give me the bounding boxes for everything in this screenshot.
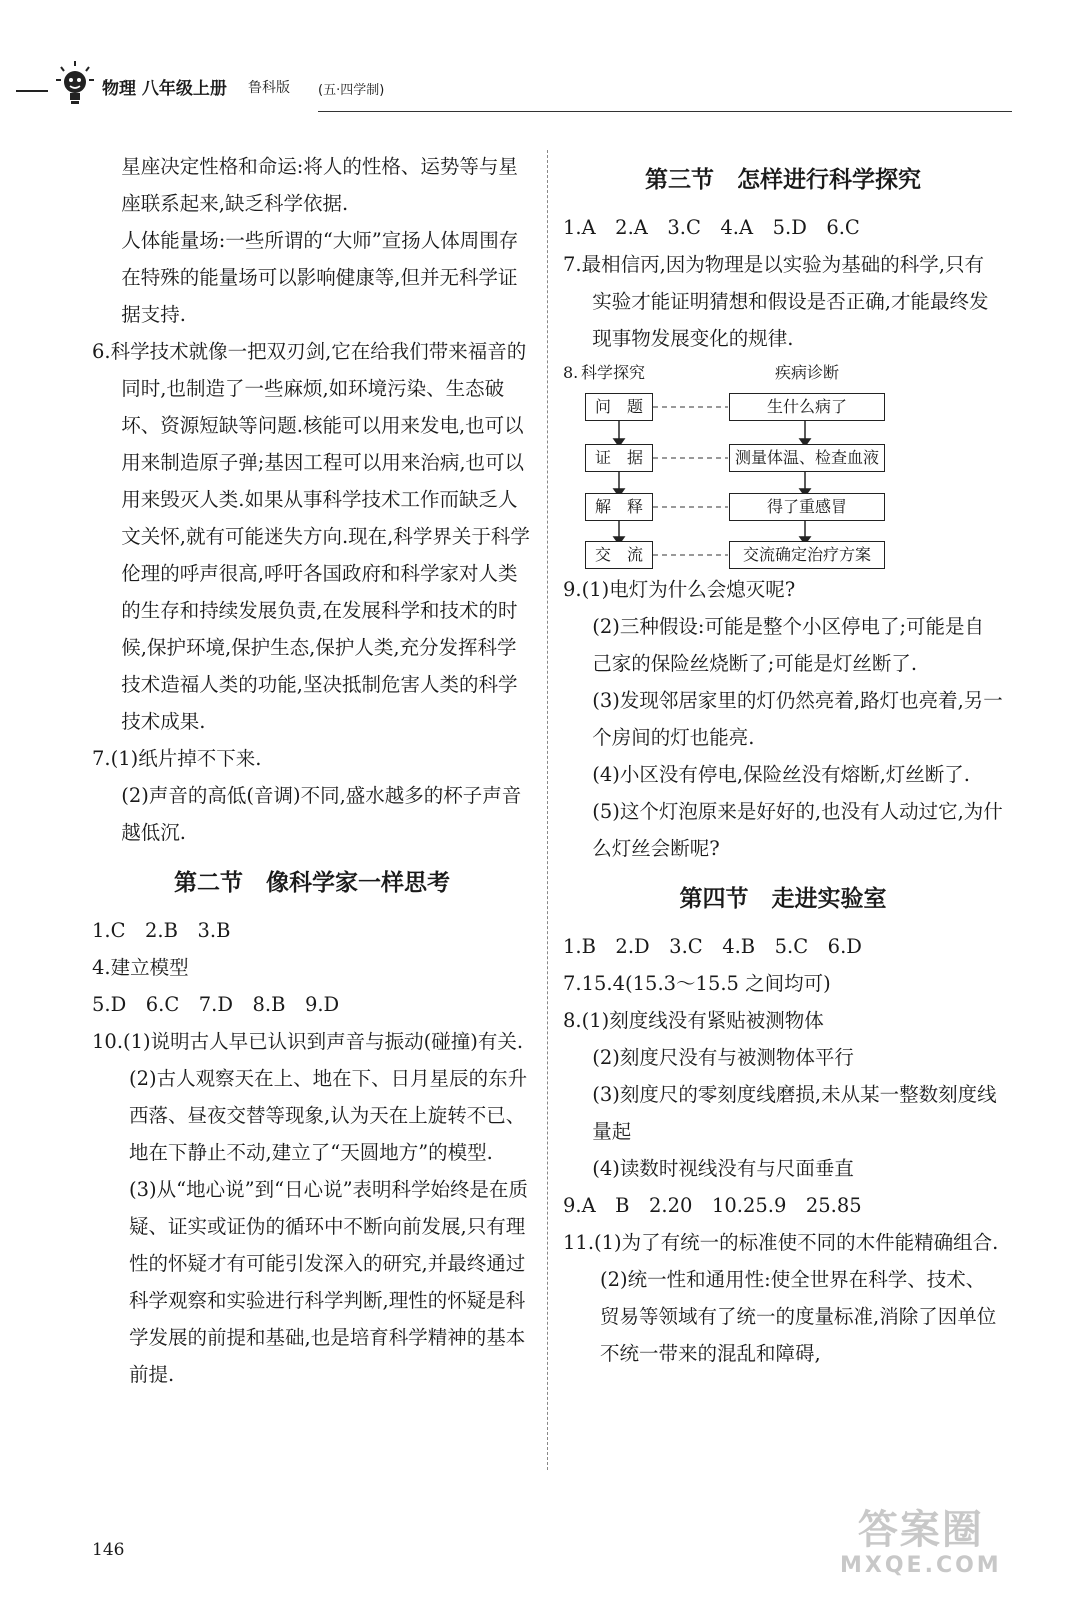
paragraph: 人体能量场:一些所谓的“大师”宣扬人体周围存在特殊的能量场可以影响健康等,但并无科学证据支持.: [121, 229, 519, 326]
header-rule: [318, 111, 1012, 112]
answer-item: (2)刻度尺没有与被测物体平行: [592, 1046, 854, 1069]
section-heading: 第二节 像科学家一样思考: [174, 870, 450, 896]
header-title: 物理 八年级上册: [102, 79, 227, 99]
answer-item: 1.A 2.A 3.C 4.A 5.D 6.C: [563, 216, 860, 239]
page-number: 146: [92, 1540, 125, 1560]
diagram-right-box: 生什么病了: [729, 393, 885, 421]
diagram-left-box: 解 释: [585, 493, 653, 521]
header-dash: [16, 90, 48, 92]
inquiry-diagnosis-diagram: [563, 357, 1003, 564]
watermark: [840, 1508, 1002, 1580]
answer-item: 1.C 2.B 3.B: [92, 919, 231, 942]
paragraph: 星座决定性格和命运:将人的性格、运势等与星座联系起来,缺乏科学依据.: [121, 155, 518, 215]
answer-item: 5.D 6.C 7.D 8.B 9.D: [92, 993, 340, 1016]
diagram-right-title: 疾病诊断: [775, 363, 840, 382]
answer-item: 8.(1)刻度线没有紧贴被测物体: [563, 1009, 824, 1032]
section-heading: 第四节 走进实验室: [679, 886, 887, 912]
answer-item: 7.最相信丙,因为物理是以实验为基础的科学,只有实验才能证明猜想和假设是否正确,才能最终发现事物发展变化的规律.: [563, 253, 989, 350]
diagram-right-box: 交流确定治疗方案: [729, 541, 885, 569]
answer-item: 9.A B 2.20 10.25.9 25.85: [563, 1194, 862, 1217]
diagram-left-title: 科学探究: [581, 363, 646, 382]
left-column: [92, 148, 532, 1393]
answer-item: (2)古人观察天在上、地在下、日月星辰的东升西落、昼夜交替等现象,认为天在上旋转不已、地在下静止不动,建立了“天圆地方”的模型.: [129, 1067, 528, 1164]
diagram-left-box: 证 据: [585, 444, 653, 472]
item-number: 8.: [563, 363, 579, 382]
diagram-left-box: 交 流: [585, 541, 653, 569]
answer-item: (2)声音的高低(音调)不同,盛水越多的杯子声音越低沉.: [121, 784, 522, 844]
answer-item: (5)这个灯泡原来是好好的,也没有人动过它,为什么灯丝会断呢?: [592, 800, 1003, 860]
answer-item: 7.15.4(15.3～15.5 之间均可): [563, 972, 831, 995]
answer-item: (3)刻度尺的零刻度线磨损,未从某一整数刻度线量起: [592, 1083, 997, 1143]
answer-item: 7.(1)纸片掉不下来.: [92, 747, 262, 770]
section-heading: 第三节 怎样进行科学探究: [645, 167, 921, 193]
column-divider: [547, 150, 548, 1470]
answer-item: 6.科学技术就像一把双刃剑,它在给我们带来福音的同时,也制造了一些麻烦,如环境污染、生态破坏、资源短缺等问题.核能可以用来发电,也可以用来制造原子弹;基因工程可以用来治病,也可以用来毁灭人类.如果从事科学技术工作而缺乏人文关怀,就有可能迷失方向.现在,科学界关于科学伦理的呼声很高,呼吁各国政府和科学家对人类的生存和持续发展负责,在发展科学和技术的时候,保护环境,保护生态,保护人类,充分发挥科学技术造福人类的功能,坚决抵制危害人类的科学技术成果.: [92, 340, 530, 733]
answer-item: (3)从“地心说”到“日心说”表明科学始终是在质疑、证实或证伪的循环中不断向前发展,只有理性的怀疑才有可能引发深入的研究,并最终通过科学观察和实验进行科学判断,理性的怀疑是科学发展的前提和基础,也是培育科学精神的基本前提.: [129, 1178, 529, 1386]
answer-item: (4)小区没有停电,保险丝没有熔断,灯丝断了.: [592, 763, 970, 786]
header-school-system: (五·四学制): [318, 83, 385, 98]
header-edition: 鲁科版: [248, 80, 290, 96]
answer-item: (2)三种假设:可能是整个小区停电了;可能是自己家的保险丝烧断了;可能是灯丝断了.: [592, 615, 985, 675]
watermark-text: 答案圈: [857, 1507, 984, 1553]
answer-item: 11.(1)为了有统一的标准使不同的木件能精确组合.: [563, 1231, 999, 1254]
answer-item: 9.(1)电灯为什么会熄灭呢?: [563, 578, 796, 601]
diagram-right-box: 得了重感冒: [729, 493, 885, 521]
right-column: [563, 148, 1003, 1372]
diagram-left-box: 问 题: [585, 393, 653, 421]
answer-item: (3)发现邻居家里的灯仍然亮着,路灯也亮着,另一个房间的灯也能亮.: [592, 689, 1003, 749]
answer-item: (4)读数时视线没有与尺面垂直: [592, 1157, 854, 1180]
answer-item: 4.建立模型: [92, 956, 189, 979]
diagram-right-box: 测量体温、检查血液: [729, 444, 885, 472]
page-header: [0, 60, 1084, 120]
answer-item: (2)统一性和通用性:使全世界在科学、技术、贸易等领域有了统一的度量标准,消除了因单位不统一带来的混乱和障碍,: [600, 1268, 997, 1365]
watermark-url: MXQE.COM: [840, 1553, 1002, 1578]
answer-item: 1.B 2.D 3.C 4.B 5.C 6.D: [563, 935, 862, 958]
answer-item: 10.(1)说明古人早已认识到声音与振动(碰撞)有关.: [92, 1030, 524, 1053]
lightbulb-icon: [55, 60, 95, 108]
